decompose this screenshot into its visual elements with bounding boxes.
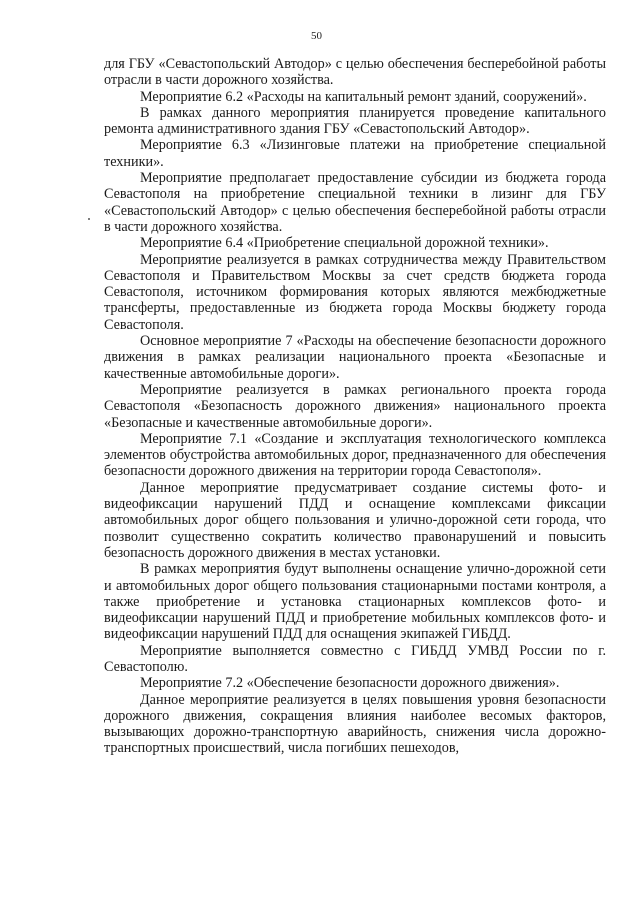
paragraph: В рамках данного мероприятия планируется проведение капитального ремонта административного здания ГБУ «Севастопольский Автодор». — [104, 104, 606, 138]
page-number: 50 — [311, 30, 322, 42]
paragraph: Данное мероприятие предусматривает создание системы фото- и видеофиксации нарушений ПДД и оснащение комплексами фиксации автомобильных дорог общего пользования и улично-дорожной сети города, что позволит существенно сократить количество правонарушений и повысить безопасность дорожного движения в местах установки. — [104, 479, 606, 561]
paragraph: Мероприятие 6.3 «Лизинговые платежи на приобретение специальной техники». — [104, 137, 606, 170]
paragraph: Мероприятие 6.4 «Приобретение специальной дорожной техники». — [140, 235, 549, 252]
paragraph: Мероприятие 6.2 «Расходы на капитальный ремонт зданий, сооружений». — [140, 88, 587, 105]
paragraph: для ГБУ «Севастопольский Автодор» с целью обеспечения бесперебойной работы отрасли в части дорожного хозяйства. — [104, 56, 606, 89]
body-text — [104, 56, 606, 757]
paragraph: Данное мероприятие реализуется в целях повышения уровня безопасности дорожного движения, сокращения влияния наиболее весомых факторов, вызывающих дорожно-транспортную аварийность, снижения числа дорожно-транспортных происшествий, числа погибших пешеходов, — [104, 691, 606, 757]
paragraph: Мероприятие предполагает предоставление субсидии из бюджета города Севастополя на приобретение специальной техники в лизинг для ГБУ «Севастопольский Автодор» с целью обеспечения бесперебойной работы отрасли в части дорожного хозяйства. — [104, 170, 606, 235]
paragraph: Основное мероприятие 7 «Расходы на обеспечение безопасности дорожного движения в рамках реализации национального проекта «Безопасные и качественные автомобильные дороги». — [104, 333, 606, 382]
paragraph: Мероприятие 7.2 «Обеспечение безопасности дорожного движения». — [140, 675, 560, 692]
paragraph: Мероприятие реализуется в рамках сотрудничества между Правительством Севастополя и Правительством Москвы за счет средств бюджета города Севастополя, источником формирования которых являются межбюджетные трансферты, предоставленные из бюджета города Москвы бюджету города Севастополя. — [104, 251, 606, 333]
paragraph: Мероприятие выполняется совместно с ГИБДД УМВД России по г. Севастополю. — [104, 642, 606, 675]
paragraph: Мероприятие реализуется в рамках регионального проекта города Севастополя «Безопасность дорожного движения» национального проекта «Безопасные и качественные автомобильные дороги». — [104, 381, 606, 431]
paragraph: В рамках мероприятия будут выполнены оснащение улично-дорожной сети и автомобильных дорог общего пользования стационарными постами контроля, а также приобретение и установка стационарных комплексов фото- и видеофиксации нарушений ПДД и приобретение мобильных комплексов фото- и видеофиксации нарушений ПДД для оснащения экипажей ГИБДД. — [104, 561, 606, 643]
paragraph: Мероприятие 7.1 «Создание и эксплуатация технологического комплекса элементов обустройства автомобильных дорог, предназначенного для обеспечения безопасности дорожного движения на территории города Севастополя». — [104, 430, 606, 480]
scan-artifact-dot — [88, 218, 90, 220]
